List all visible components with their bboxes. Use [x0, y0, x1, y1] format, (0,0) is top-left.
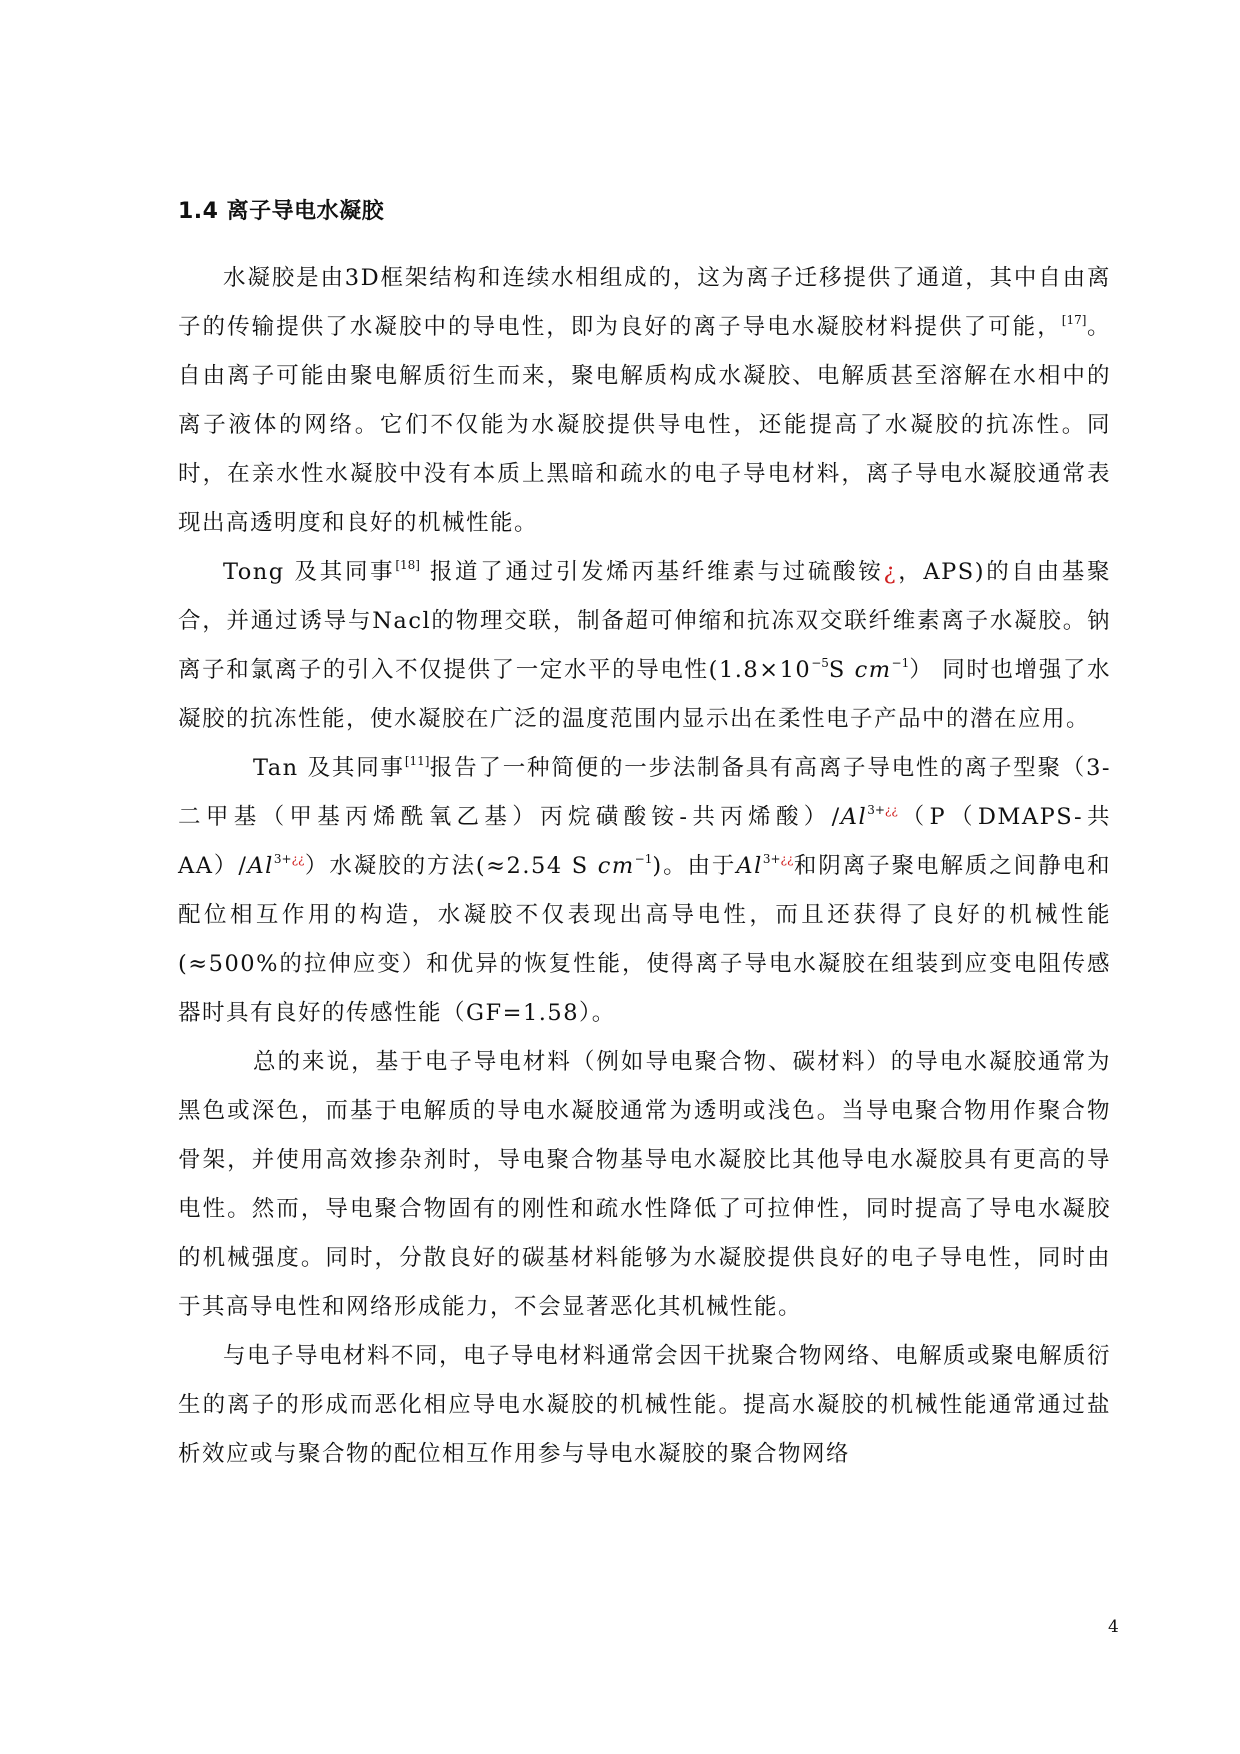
encoding-glyph: ¿ [883, 559, 898, 585]
unit-cm: cm [597, 853, 635, 879]
text-run: )。由于 [652, 853, 737, 879]
body-text [178, 254, 1111, 1479]
text-run: ，APS)的自由基聚合，并通过诱导与Nacl的物理交联，制备超可伸缩和抗冻双交联纤维素离子水凝胶。钠离子和氯离子的引入不仅提供了一定水平的导电性(1.8×10 [178, 559, 1111, 683]
text-run: 和阴离子聚电解质之间静电和配位相互作用的构造，水凝胶不仅表现出高导电性，而且还获得了良好的机械性能(≈500%的拉伸应变）和优异的恢复性能，使得离子导电水凝胶在组装到应变电阻传感器时具有良好的传感性能（GF=1.58）。 [178, 853, 1111, 1026]
text-run: Tan 及其同事 [253, 755, 405, 781]
text-run: S [828, 657, 855, 683]
citation-11: [11] [404, 754, 430, 768]
superscript: −1 [891, 656, 910, 670]
text-run: 。自由离子可能由聚电解质衍生而来，聚电解质构成水凝胶、电解质甚至溶解在水相中的离子液体的网络。它们不仅能为水凝胶提供导电性，还能提高了水凝胶的抗冻性。同时，在亲水性水凝胶中没有本质上黑暗和疏水的电子导电材料，离子导电水凝胶通常表现出高透明度和良好的机械性能。 [178, 314, 1111, 536]
superscript: −5 [811, 656, 829, 670]
text-run: 报道了通过引发烯丙基纤维素与过硫酸铵 [420, 559, 884, 585]
page-number: 4 [1108, 1617, 1119, 1637]
text-run: Tong 及其同事 [223, 559, 396, 585]
paragraph-1 [178, 254, 1111, 548]
unit-cm: cm [854, 657, 892, 683]
citation-17: [17] [1061, 313, 1087, 327]
formula-al: Al [247, 853, 274, 879]
superscript: 3+¿¿ [273, 852, 305, 866]
paragraph-5: 与电子导电材料不同，电子导电材料通常会因干扰聚合物网络、电解质或聚电解质衍生的离子的形成而恶化相应导电水凝胶的机械性能。提高水凝胶的机械性能通常通过盐析效应或与聚合物的配位相互作用参与导电水凝胶的聚合物网络 [178, 1343, 1112, 1467]
formula-al: Al [840, 804, 868, 830]
superscript: 3+¿¿ [762, 852, 794, 866]
formula-al: Al [736, 853, 763, 879]
paragraph-3 [178, 744, 1111, 1038]
encoding-glyph: ¿¿ [884, 803, 898, 817]
text-run: （P（DMAPS-共 AA）/ [178, 804, 1111, 879]
encoding-glyph: ¿¿ [780, 852, 794, 866]
text-run: ） 同时也增强了水凝胶的抗冻性能，使水凝胶在广泛的温度范围内显示出在柔性电子产品中的潜在应用。 [178, 657, 1111, 732]
superscript: −1 [634, 852, 653, 866]
citation-18: [18] [395, 558, 420, 572]
paragraph-4: 总的来说，基于电子导电材料（例如导电聚合物、碳材料）的导电水凝胶通常为黑色或深色，而基于电解质的导电水凝胶通常为透明或浅色。当导电聚合物用作聚合物骨架，并使用高效掺杂剂时，导电聚合物基导电水凝胶比其他导电水凝胶具有更高的导电性。然而，导电聚合物固有的刚性和疏水性降低了可拉伸性，同时提高了导电水凝胶的机械强度。同时，分散良好的碳基材料能够为水凝胶提供良好的电子导电性，同时由于其高导电性和网络形成能力，不会显著恶化其机械性能。 [178, 1049, 1111, 1320]
paragraph-2 [178, 548, 1111, 744]
section-heading: 1.4 离子导电水凝胶 [178, 199, 385, 224]
superscript: 3+¿¿ [867, 803, 898, 817]
text-run: 报告了一种简便的一步法制备具有高离子导电性的离子型聚（3-二甲基（甲基丙烯酰氧乙基）丙烷磺酸铵-共丙烯酸）/ [178, 755, 1111, 830]
text-run: ）水凝胶的方法(≈2.54 S [304, 853, 598, 879]
text-run: 水凝胶是由3D框架结构和连续水相组成的，这为离子迁移提供了通道，其中自由离子的传输提供了水凝胶中的导电性，即为良好的离子导电水凝胶材料提供了可能， [178, 265, 1111, 340]
encoding-glyph: ¿¿ [291, 852, 305, 866]
